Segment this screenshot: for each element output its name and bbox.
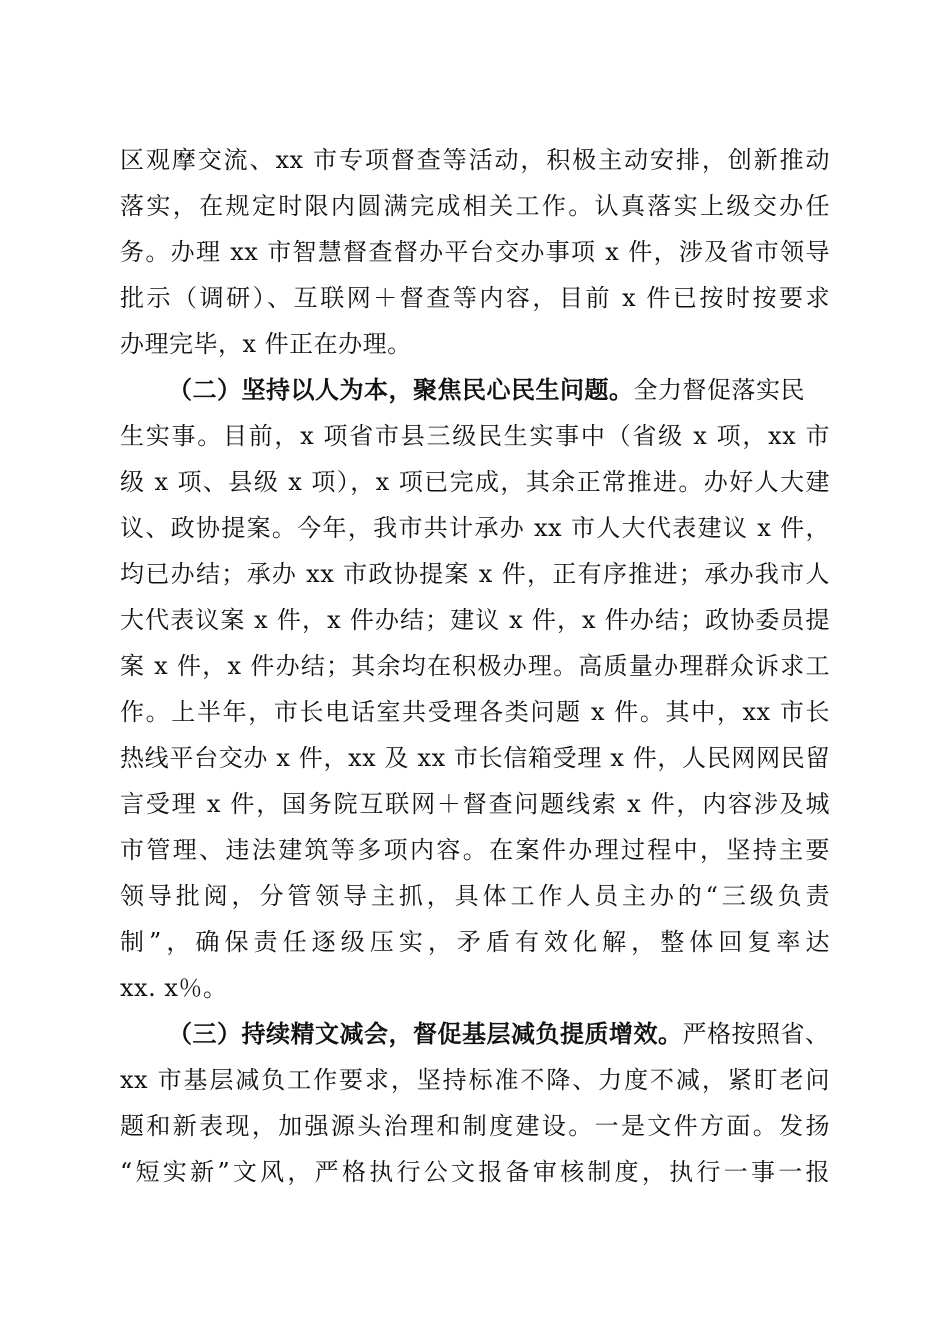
section-heading: （三）持续精文减会，督促基层减负提质增效。: [168, 1019, 683, 1048]
paragraph-line: 大代表议案 x 件，x 件办结；建议 x 件，x 件办结；政协委员提: [120, 606, 830, 634]
paragraph-line: 办理完毕，x 件正在办理。: [120, 330, 412, 358]
paragraph-line: 领导批阅，分管领导主抓，具体工作人员主办的“三级负责: [120, 882, 830, 910]
paragraph-line: 言受理 x 件，国务院互联网＋督查问题线索 x 件，内容涉及城: [120, 790, 830, 818]
paragraph-line: 市管理、违法建筑等多项内容。在案件办理过程中，坚持主要: [120, 836, 830, 864]
section-heading: （二）坚持以人为本，聚焦民心民生问题。: [168, 375, 634, 404]
paragraph-line: xx 市基层减负工作要求，坚持标准不降、力度不减，紧盯老问: [120, 1066, 830, 1094]
paragraph-text: 严格按照省、: [682, 1020, 830, 1048]
paragraph-line: 批示（调研）、互联网＋督查等内容，目前 x 件已按时按要求: [120, 284, 830, 312]
paragraph-line: 作。上半年，市长电话室共受理各类问题 x 件。其中，xx 市长: [120, 698, 830, 726]
paragraph-line: 热线平台交办 x 件，xx 及 xx 市长信箱受理 x 件，人民网网民留: [120, 744, 830, 772]
paragraph-text: 全力督促落实民: [633, 376, 805, 404]
paragraph-line: “短实新”文风，严格执行公文报备审核制度，执行一事一报: [120, 1158, 830, 1186]
paragraph-line: [168, 1016, 848, 1052]
paragraph-line: 落实，在规定时限内圆满完成相关工作。认真落实上级交办任: [120, 192, 830, 220]
paragraph-line: 级 x 项、县级 x 项），x 项已完成，其余正常推进。办好人大建: [120, 468, 830, 496]
paragraph-line: xx. x％。: [120, 974, 228, 1002]
paragraph-line: 均已办结；承办 xx 市政协提案 x 件，正有序推进；承办我市人: [120, 560, 830, 588]
paragraph-line: 议、政协提案。今年，我市共计承办 xx 市人大代表建议 x 件，: [120, 514, 830, 542]
paragraph-line: 务。办理 xx 市智慧督查督办平台交办事项 x 件，涉及省市领导: [120, 238, 830, 266]
paragraph-line: 制”，确保责任逐级压实，矛盾有效化解，整体回复率达: [120, 928, 830, 956]
paragraph-line: 题和新表现，加强源头治理和制度建设。一是文件方面。发扬: [120, 1112, 830, 1140]
paragraph-line: 区观摩交流、xx 市专项督查等活动，积极主动安排，创新推动: [120, 146, 830, 174]
paragraph-line: 案 x 件，x 件办结；其余均在积极办理。高质量办理群众诉求工: [120, 652, 830, 680]
paragraph-line: [168, 372, 830, 408]
paragraph-line: 生实事。目前，x 项省市县三级民生实事中（省级 x 项，xx 市: [120, 422, 830, 450]
